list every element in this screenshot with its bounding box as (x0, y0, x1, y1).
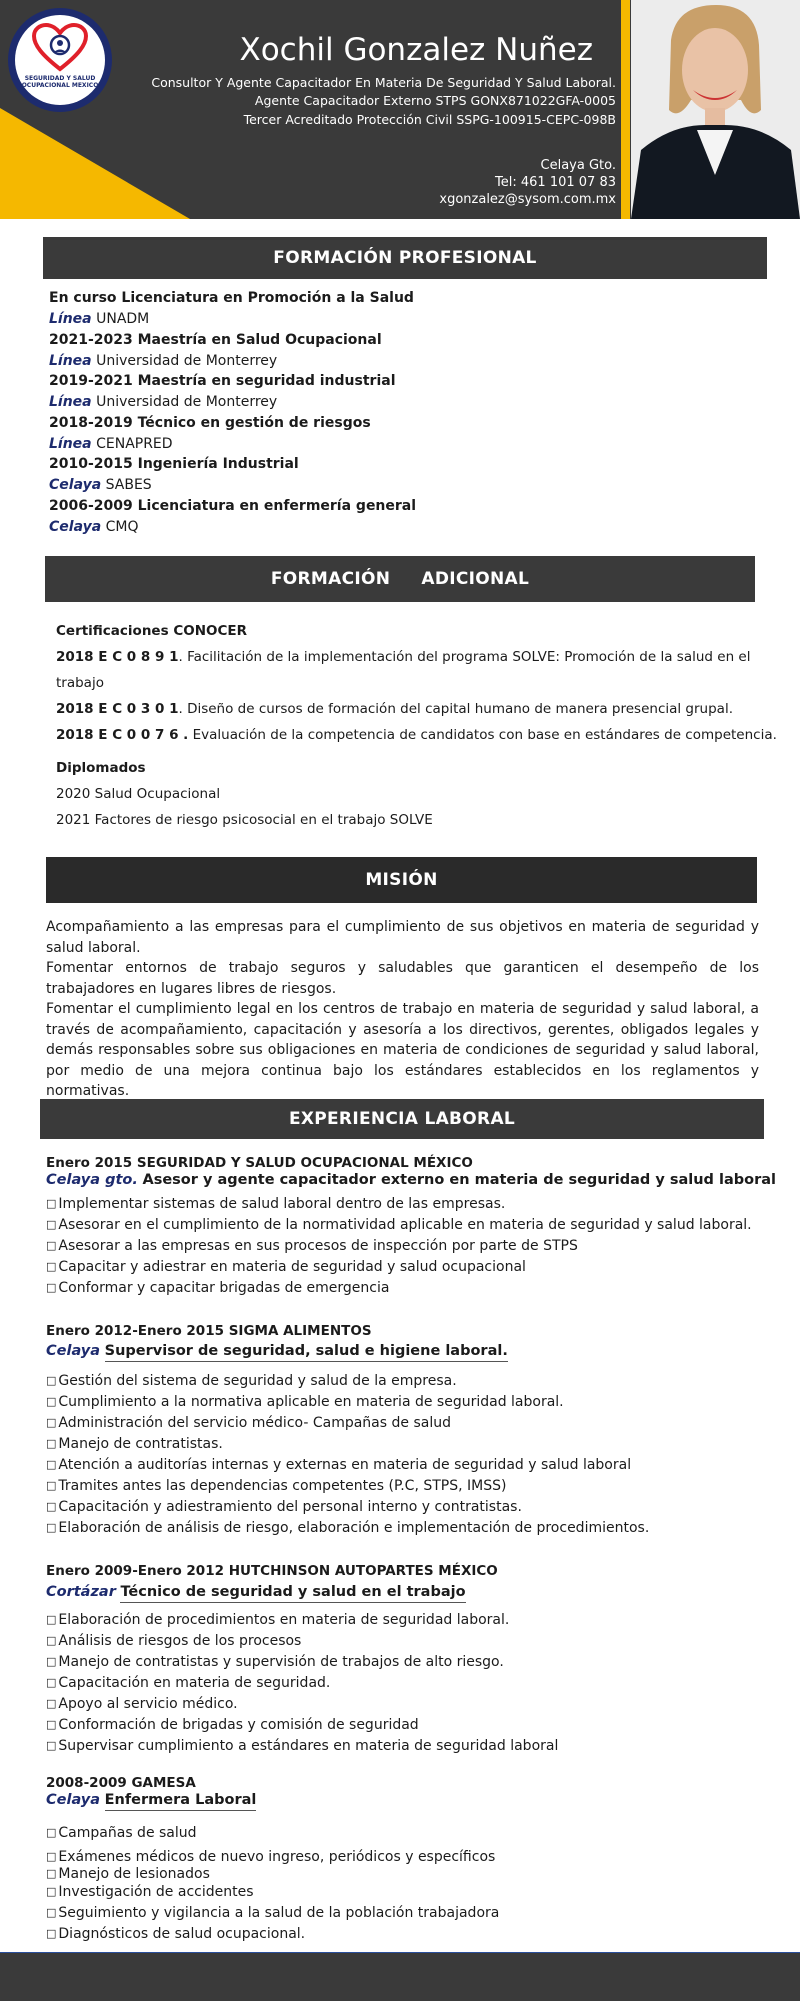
job-1-bullet-3: □ Asesorar a las empresas en sus procesos de inspección por parte de STPS (46, 1238, 578, 1254)
yellow-triangle-decoration (0, 108, 190, 219)
job-4-bullet-2: □ Exámenes médicos de nuevo ingreso, periódicos y específicos (46, 1849, 495, 1865)
diplomados-heading: Diplomados (56, 760, 146, 776)
job-2-role: Celaya Supervisor de seguridad, salud e higiene laboral. (46, 1343, 508, 1359)
job-4-bullet-4: □ Investigación de accidentes (46, 1884, 254, 1900)
job-1-bullet-2: □ Asesorar en el cumplimiento de la normatividad aplicable en materia de seguridad y salud laboral. (46, 1217, 752, 1233)
cert-item-1: 2018 E C 0 8 9 1. Facilitación de la implementación del programa SOLVE: Promoción de la salud en el (56, 649, 751, 665)
formacion-item-6-institution: Celaya CMQ (49, 519, 139, 535)
job-2-bullet-3: □ Administración del servicio médico- Campañas de salud (46, 1415, 451, 1431)
person-name: Xochil Gonzalez Nuñez (239, 32, 593, 68)
yellow-bar-decoration (621, 0, 630, 219)
job-2-bullet-1: □ Gestión del sistema de seguridad y salud de la empresa. (46, 1373, 457, 1389)
company-logo (8, 8, 112, 112)
mision-paragraph-3: Fomentar el cumplimiento legal en los centros de trabajo en materia de seguridad y salud laboral, a través de acompañamiento, capacitación y asesoría a los directivos, gerentes, obligados legales y demás responsables sobre sus obligaciones en materia de condiciones de seguridad y salud laboral, por medio de una mejora continua bajo los estándares establecidos en los reglamentos y normativas. (46, 1001, 759, 1099)
cert-item-2: 2018 E C 0 3 0 1. Diseño de cursos de formación del capital humano de manera presencial grupal. (56, 701, 733, 717)
job-3-bullet-7: □ Supervisar cumplimiento a estándares en materia de seguridad laboral (46, 1738, 558, 1754)
formacion-item-2-heading: 2021-2023 Maestría en Salud Ocupacional (49, 332, 382, 348)
title-line-1: Consultor Y Agente Capacitador En Materia De Seguridad Y Salud Laboral. (151, 75, 616, 90)
city: Celaya Gto. (540, 158, 616, 173)
job-1-bullet-1: □ Implementar sistemas de salud laboral dentro de las empresas. (46, 1196, 505, 1212)
section-formacion-adicional: FORMACIÓN ADICIONAL (45, 556, 755, 602)
mision-paragraph-1: Acompañamiento a las empresas para el cumplimiento de sus objetivos en materia de seguridad y salud laboral. (46, 919, 759, 956)
section-mision: MISIÓN (46, 857, 757, 903)
cert-item-1-continued: trabajo (56, 675, 104, 691)
section-experiencia-laboral: EXPERIENCIA LABORAL (40, 1099, 764, 1139)
job-3-bullet-5: □ Apoyo al servicio médico. (46, 1696, 238, 1712)
job-2-bullet-6: □ Tramites antes las dependencias competentes (P.C, STPS, IMSS) (46, 1478, 506, 1494)
job-1-period: Enero 2015 SEGURIDAD Y SALUD OCUPACIONAL MÉXICO (46, 1155, 473, 1171)
job-2-bullet-8: □ Elaboración de análisis de riesgo, elaboración e implementación de procedimientos. (46, 1520, 649, 1536)
mision-paragraph-2: Fomentar entornos de trabajo seguros y saludables que garanticen el desempeño de los trabajadores en lugares libres de riesgos. (46, 960, 759, 997)
formacion-item-5-institution: Celaya SABES (49, 477, 152, 493)
heart-icon (32, 23, 88, 73)
job-2-bullet-5: □ Atención a auditorías internas y externas en materia de seguridad y salud laboral (46, 1457, 631, 1473)
job-4-bullet-1: □ Campañas de salud (46, 1825, 197, 1841)
email: xgonzalez@sysom.com.mx (439, 192, 616, 207)
job-1-bullet-4: □ Capacitar y adiestrar en materia de seguridad y salud ocupacional (46, 1259, 526, 1275)
logo-text: SEGURIDAD Y SALUD OCUPACIONAL MEXICO (21, 75, 99, 89)
job-1-bullet-5: □ Conformar y capacitar brigadas de emergencia (46, 1280, 389, 1296)
cert-heading: Certificaciones CONOCER (56, 623, 248, 639)
job-4-bullet-3: □ Manejo de lesionados (46, 1866, 210, 1882)
job-3-bullet-3: □ Manejo de contratistas y supervisión de trabajos de alto riesgo. (46, 1654, 504, 1670)
phone: Tel: 461 101 07 83 (495, 175, 616, 190)
profile-photo (631, 0, 800, 219)
cert-item-3: 2018 E C 0 0 7 6 . Evaluación de la competencia de candidatos con base en estándares de competencia. (56, 727, 777, 743)
formacion-item-6-heading: 2006-2009 Licenciatura en enfermería general (49, 498, 417, 514)
diplomado-item-1: 2020 Salud Ocupacional (56, 786, 221, 802)
diplomado-item-2: 2021 Factores de riesgo psicosocial en el trabajo SOLVE (56, 812, 433, 828)
title-line-3: Tercer Acreditado Protección Civil SSPG-100915-CEPC-098B (243, 112, 616, 127)
formacion-item-1-heading: En curso Licenciatura en Promoción a la Salud (49, 290, 414, 306)
job-4-period: 2008-2009 GAMESA (46, 1775, 196, 1791)
job-3-bullet-6: □ Conformación de brigadas y comisión de seguridad (46, 1717, 419, 1733)
formacion-item-3-heading: 2019-2021 Maestría en seguridad industrial (49, 373, 396, 389)
job-3-role: Cortázar Técnico de seguridad y salud en el trabajo (46, 1584, 466, 1600)
job-4-role: Celaya Enfermera Laboral (46, 1792, 256, 1808)
title-line-2: Agente Capacitador Externo STPS GONX871022GFA-0005 (254, 93, 616, 108)
job-3-bullet-2: □ Análisis de riesgos de los procesos (46, 1633, 301, 1649)
job-2-bullet-4: □ Manejo de contratistas. (46, 1436, 223, 1452)
job-1-role: Celaya gto. Asesor y agente capacitador externo en materia de seguridad y salud laboral (46, 1172, 776, 1188)
job-4-bullet-6: □ Diagnósticos de salud ocupacional. (46, 1926, 305, 1942)
formacion-item-5-heading: 2010-2015 Ingeniería Industrial (49, 456, 299, 472)
formacion-item-4-institution: Línea CENAPRED (49, 436, 173, 452)
footer-bar (0, 1952, 800, 2001)
job-2-bullet-2: □ Cumplimiento a la normativa aplicable en materia de seguridad laboral. (46, 1394, 564, 1410)
job-4-bullet-5: □ Seguimiento y vigilancia a la salud de la población trabajadora (46, 1905, 499, 1921)
job-2-period: Enero 2012-Enero 2015 SIGMA ALIMENTOS (46, 1323, 372, 1339)
formacion-item-3-institution: Línea Universidad de Monterrey (49, 394, 278, 410)
formacion-item-1-institution: Línea UNADM (49, 311, 150, 327)
job-3-period: Enero 2009-Enero 2012 HUTCHINSON AUTOPARTES MÉXICO (46, 1563, 498, 1579)
job-3-bullet-4: □ Capacitación en materia de seguridad. (46, 1675, 330, 1691)
job-2-bullet-7: □ Capacitación y adiestramiento del personal interno y contratistas. (46, 1499, 522, 1515)
section-formacion-profesional: FORMACIÓN PROFESIONAL (43, 237, 767, 279)
header (0, 0, 800, 219)
formacion-item-4-heading: 2018-2019 Técnico en gestión de riesgos (49, 415, 371, 431)
formacion-item-2-institution: Línea Universidad de Monterrey (49, 353, 278, 369)
job-3-bullet-1: □ Elaboración de procedimientos en materia de seguridad laboral. (46, 1612, 509, 1628)
